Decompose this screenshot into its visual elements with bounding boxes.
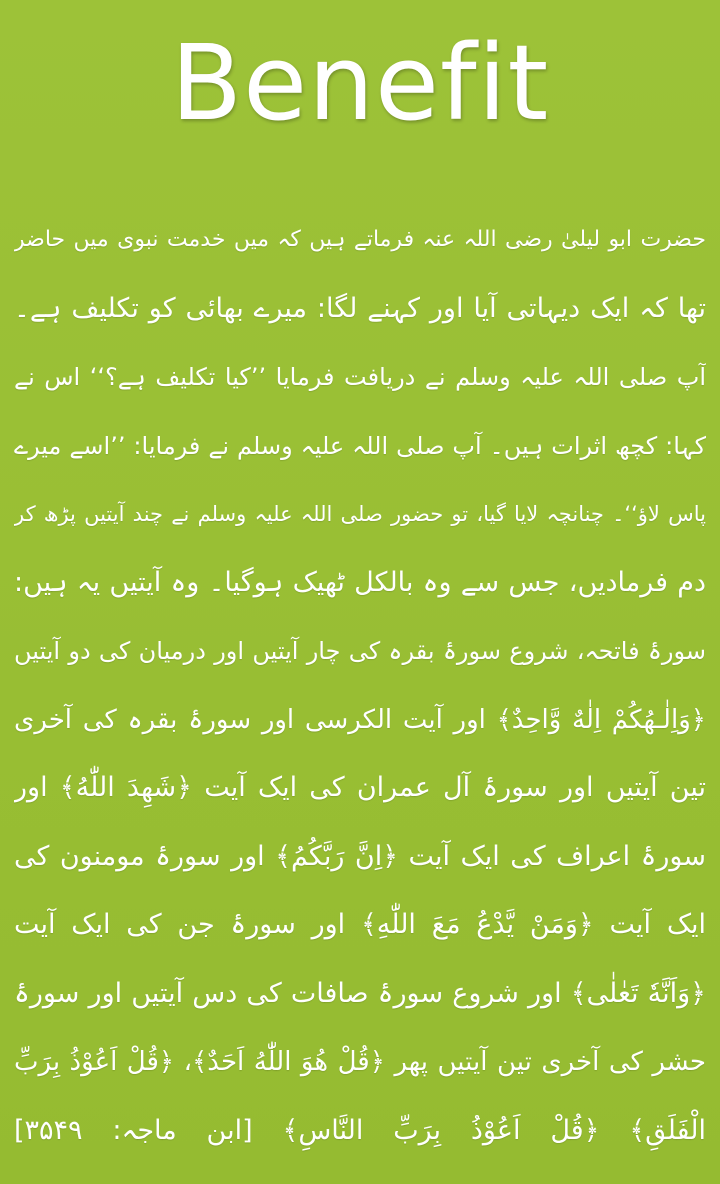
text-line: کہا: کچھ اثرات ہیں۔ آپ صلی اللہ علیہ وسلم نے فرمایا: ’’اسے میرے: [14, 431, 706, 460]
hadith-text: [14, 206, 706, 1165]
text-line: پاس لاؤ‘‘۔ چنانچہ لایا گیا، تو حضور صلی اللہ علیہ وسلم نے چند آیتیں پڑھ کر: [14, 502, 706, 526]
text-line: ﴿وَاِلٰـهُكُمْ اِلٰهٌ وَّاحِدٌ﴾ اور آیت الکرسی اور سورۂ بقرہ کی آخری: [14, 704, 706, 735]
text-line: سورۂ فاتحہ، شروع سورۂ بقرہ کی چار آیتیں اور درمیان کی دو آیتیں: [14, 637, 706, 665]
text-line: تین آیتیں اور سورۂ آل عمران کی ایک آیت ﴿شَهِدَ اللّٰهُ﴾ اور: [14, 772, 706, 803]
text-line: حضرت ابو لیلیٰ رضی اللہ عنہ فرماتے ہیں کہ میں خدمت نبوی میں حاضر: [14, 227, 706, 252]
text-line: حشر کی آخری تین آیتیں پھر ﴿قُلْ هُوَ اللّٰهُ اَحَدٌ﴾، ﴿قُلْ اَعُوْذُ بِرَبِّ: [14, 1047, 706, 1077]
page-title: Benefit: [170, 22, 550, 144]
text-line: ﴿وَاَنَّهٗ تَعٰلٰى﴾ اور شروع سورۂ صافات کی دس آیتیں اور سورۂ: [14, 977, 706, 1009]
text-line: دم فرمادیں، جس سے وہ بالکل ٹھیک ہوگیا۔ وہ آیتیں یہ ہیں:: [14, 566, 706, 598]
text-line: ایک آیت ﴿وَمَنْ يَّدْعُ مَعَ اللّٰهِ﴾ اور سورۂ جن کی ایک آیت: [14, 909, 706, 940]
text-line: الْفَلَقِ﴾ ﴿قُلْ اَعُوْذُ بِرَبِّ النَّاسِ﴾ [ابن ماجہ: ۳۵۴۹]: [14, 1114, 706, 1146]
text-line: آپ صلی اللہ علیہ وسلم نے دریافت فرمایا ’’کیا تکلیف ہے؟‘‘ اس نے: [14, 363, 706, 391]
text-line: سورۂ اعراف کی ایک آیت ﴿اِنَّ رَبَّكُمُ﴾ اور سورۂ مومنون کی: [14, 840, 706, 872]
text-line: تھا کہ ایک دیہاتی آیا اور کہنے لگا: میرے بھائی کو تکلیف ہے۔: [14, 292, 706, 324]
